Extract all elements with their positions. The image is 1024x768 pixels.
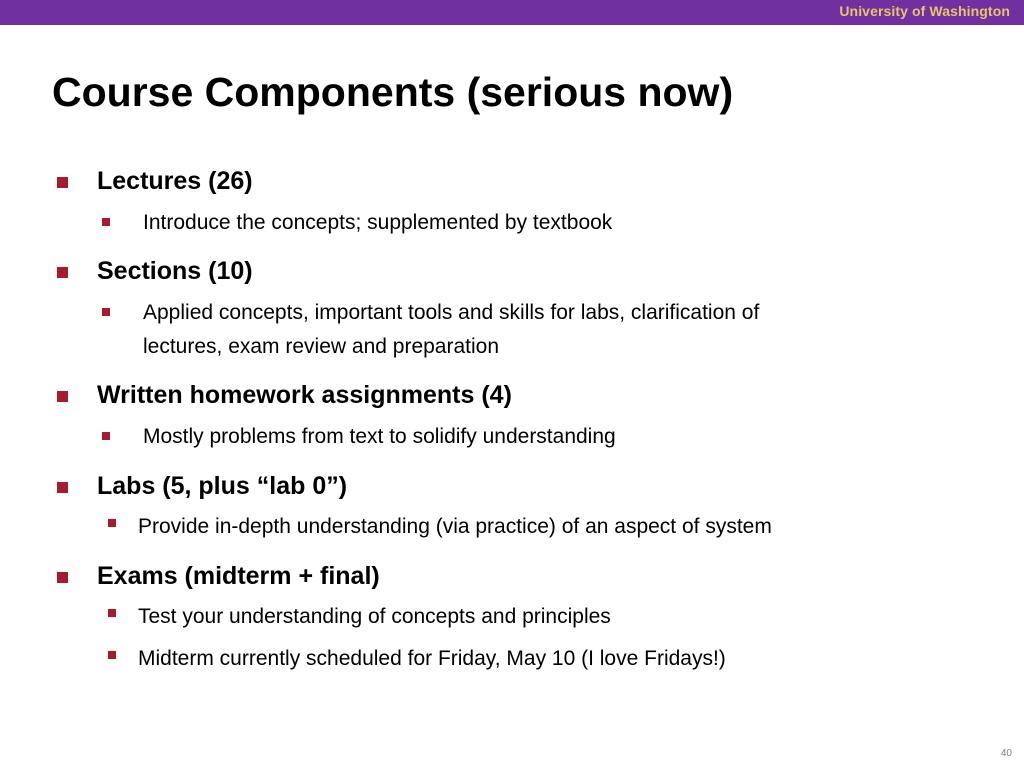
slide-title: Course Components (serious now): [52, 69, 734, 115]
bullet-marker-icon: [57, 482, 68, 493]
sub-bullet-text: Midterm currently scheduled for Friday, May 10 (I love Fridays!): [138, 647, 726, 670]
sub-bullet-marker-icon: [108, 651, 116, 659]
sub-bullet-text: Mostly problems from text to solidify understanding: [143, 425, 616, 448]
sub-bullet-text: Test your understanding of concepts and principles: [138, 605, 611, 628]
sub-bullet-marker-icon: [102, 218, 110, 226]
sub-bullet-marker-icon: [102, 308, 110, 316]
bullet-item-labs: Labs (5, plus “lab 0”): [97, 472, 348, 500]
bullet-marker-icon: [57, 572, 68, 583]
bullet-marker-icon: [57, 267, 68, 278]
sub-bullet-text: Provide in-depth understanding (via practice) of an aspect of system: [138, 515, 772, 538]
bullet-marker-icon: [57, 391, 68, 402]
bullet-item-homework: Written homework assignments (4): [97, 381, 512, 409]
bullet-item-sections: Sections (10): [97, 257, 253, 285]
sub-bullet-marker-icon: [108, 609, 116, 617]
sub-bullet-text-continued: lectures, exam review and preparation: [143, 335, 500, 358]
slide-number: 40: [1000, 748, 1012, 759]
sub-bullet-marker-icon: [108, 519, 116, 527]
bullet-item-lectures: Lectures (26): [97, 167, 253, 195]
university-brand: University of Washington: [839, 3, 1010, 19]
bullet-item-exams: Exams (midterm + final): [97, 562, 380, 590]
sub-bullet-text: Introduce the concepts; supplemented by textbook: [143, 211, 613, 234]
sub-bullet-marker-icon: [102, 432, 110, 440]
bullet-marker-icon: [57, 177, 68, 188]
sub-bullet-text: Applied concepts, important tools and skills for labs, clarification of: [143, 301, 760, 324]
